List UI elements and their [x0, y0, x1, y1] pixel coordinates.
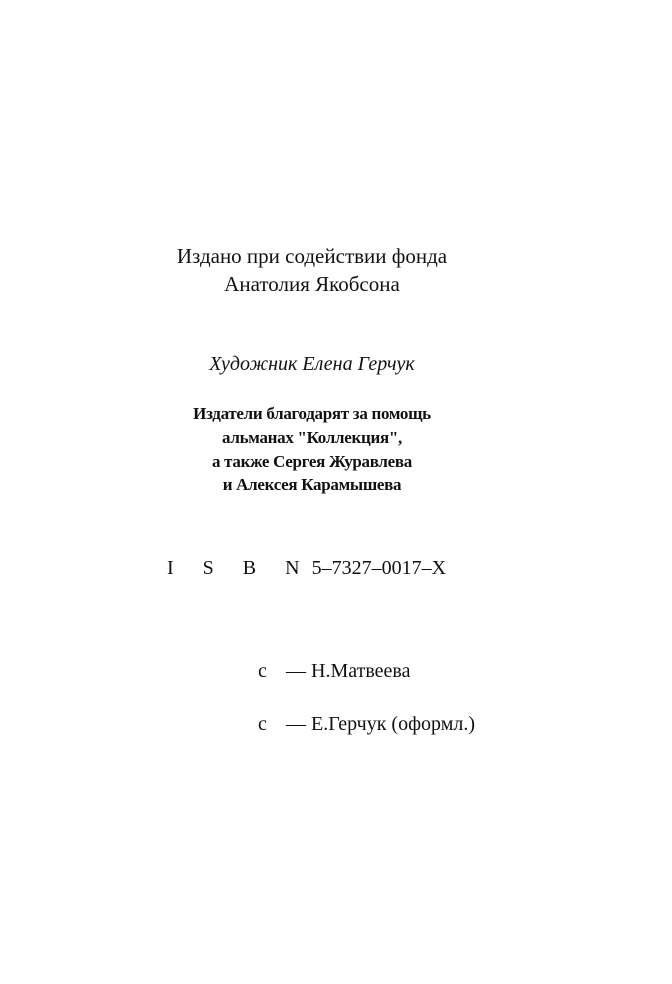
- support-line-2: Анатолия Якобсона: [224, 272, 400, 296]
- copyright-holder-2: — Е.Герчук (оформл.): [286, 713, 476, 735]
- thanks-line-4: и Алексея Карамышева: [222, 475, 402, 494]
- support-line-1: Издано при содействии фонда: [176, 244, 448, 268]
- isbn-prefix: I S B N: [167, 557, 312, 579]
- thanks-line-1: Издатели благодарят за помощь: [193, 404, 431, 423]
- copyright-line-1: [258, 661, 410, 681]
- copyright-line-2: [258, 714, 475, 734]
- thanks-line-2: альманах "Коллекция",: [222, 428, 402, 447]
- isbn-line: [167, 558, 446, 578]
- copyright-mark: c: [258, 660, 267, 682]
- artist-credit: Художник Елена Герчук: [209, 353, 415, 375]
- copyright-mark: c: [258, 713, 267, 735]
- copyright-holder-1: — Н.Матвеева: [286, 660, 411, 682]
- thanks-line-3: а также Сергея Журавлева: [212, 452, 412, 471]
- isbn-number: 5–7327–0017–X: [311, 557, 447, 579]
